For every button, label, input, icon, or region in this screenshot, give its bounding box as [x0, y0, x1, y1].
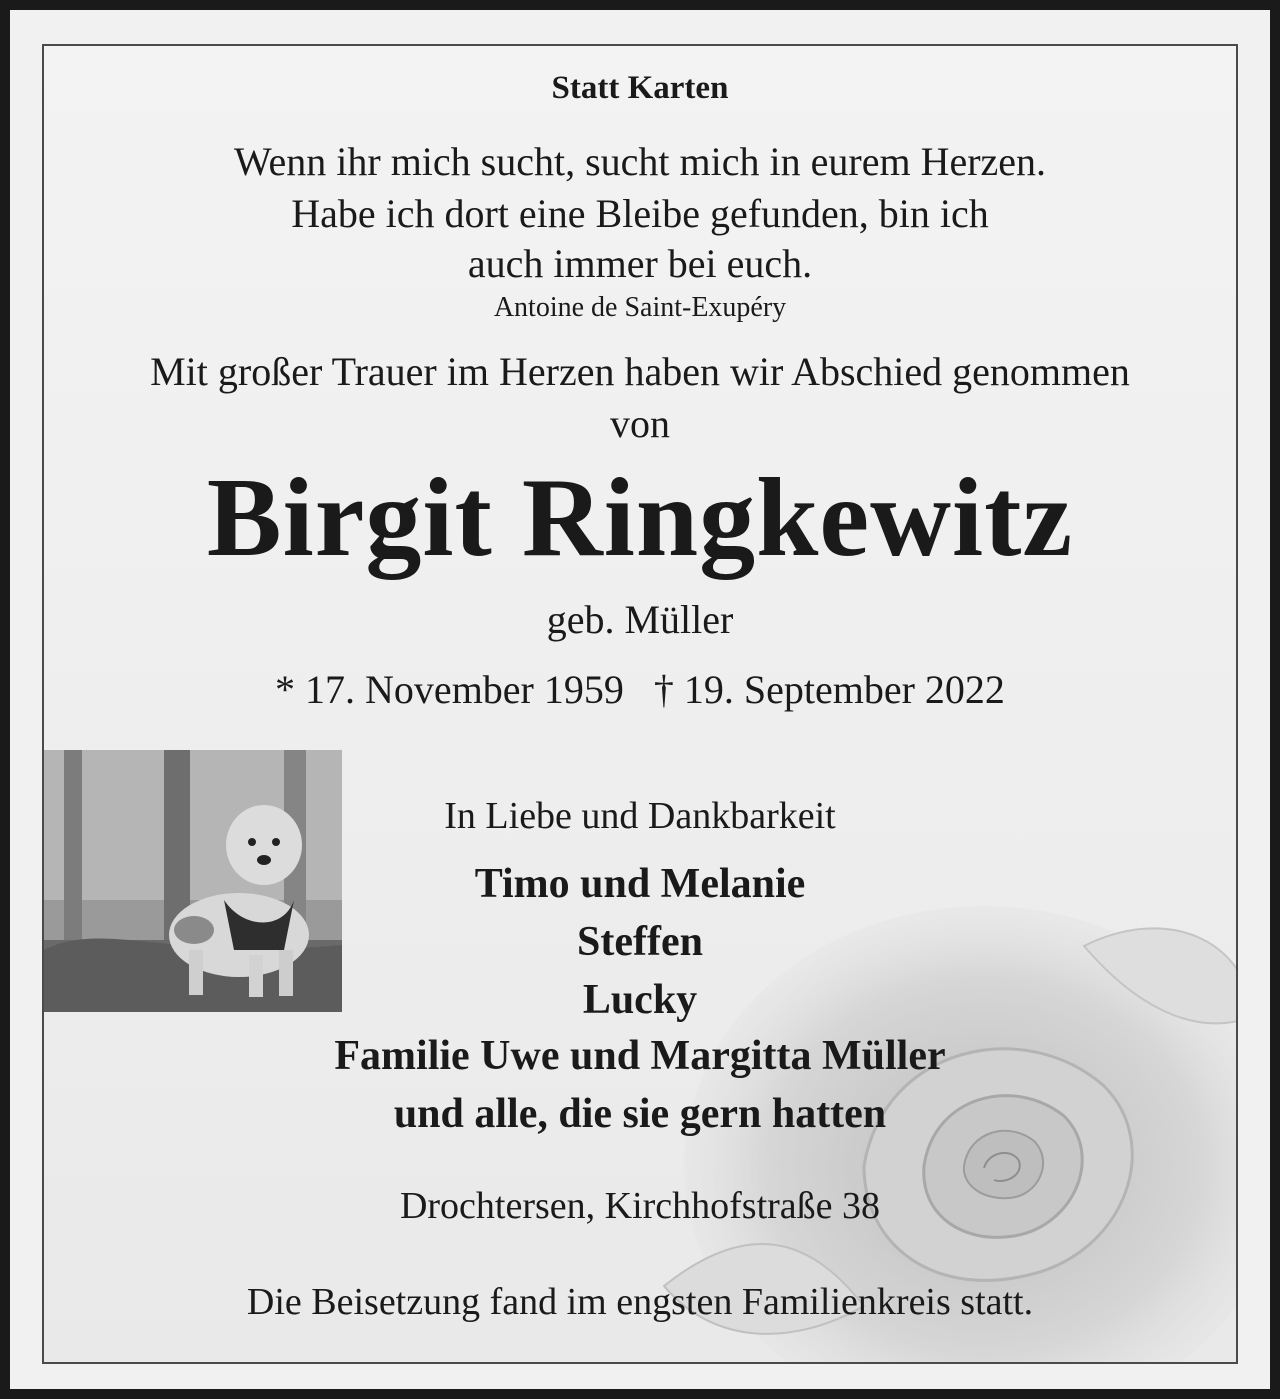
mourner-name: Steffen [577, 919, 703, 965]
address: Drochtersen, Kirchhofstraße 38 [399, 1185, 881, 1227]
announcement-line-2: von [610, 401, 670, 446]
quote-line-2: Habe ich dort eine Bleibe gefunden, bin ich [291, 191, 989, 236]
deceased-maiden-name: geb. Müller [546, 597, 734, 642]
quote-author: Antoine de Saint-Exupéry [493, 292, 787, 323]
mourner-name: Timo und Melanie [474, 861, 806, 907]
deceased-name: Birgit Ringkewitz [206, 456, 1074, 580]
announcement-line-1: Mit großer Trauer im Herzen haben wir Abschied genommen [150, 349, 1130, 394]
mourner-name: Lucky [582, 977, 698, 1023]
mourner-name: Familie Uwe und Margitta Müller [334, 1033, 946, 1079]
funeral-note: Die Beisetzung fand im engsten Familienkreis statt. [246, 1281, 1034, 1323]
statt-karten-heading: Statt Karten [551, 70, 729, 106]
obituary-frame [42, 44, 1238, 1364]
obituary-page [10, 10, 1270, 1389]
mourners-intro: In Liebe und Dankbarkeit [444, 795, 836, 837]
quote-line-1: Wenn ihr mich sucht, sucht mich in eurem Herzen. [233, 139, 1047, 184]
life-dates: * 17. November 1959 † 19. September 2022 [275, 667, 1005, 712]
quote-line-3: auch immer bei euch. [467, 241, 813, 286]
mourner-name: und alle, die sie gern hatten [393, 1091, 887, 1137]
